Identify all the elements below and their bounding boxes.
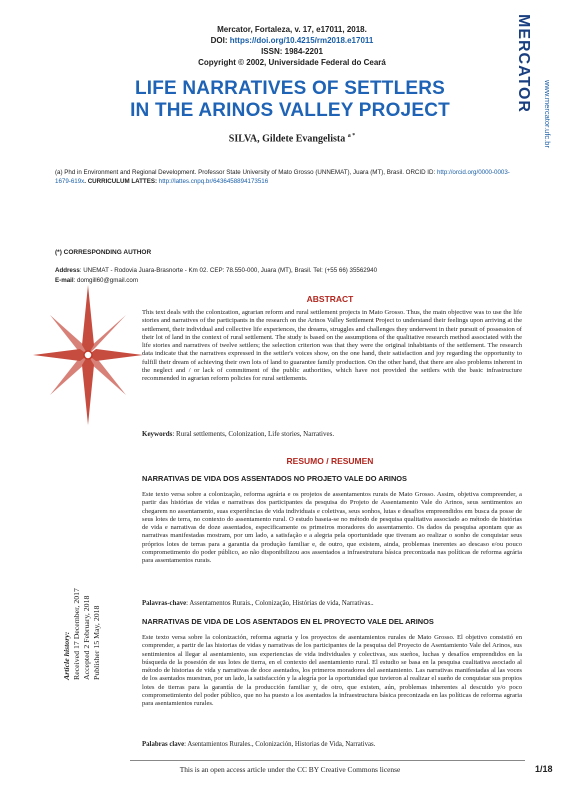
history-accepted: Accepted 2 February, 2018	[82, 595, 91, 680]
es-keys: : Asentamientos Rurales., Colonización, Historias de Vida, Narrativas.	[184, 741, 376, 748]
title-line-2: IN THE ARINOS VALLEY PROJECT	[130, 100, 450, 121]
lattes-link[interactable]: http://lattes.cnpq.br/6436458894173516	[158, 178, 269, 185]
article-history	[62, 570, 102, 680]
license-note: This is an open access article under the CC BY Creative Commons license	[179, 765, 401, 774]
history-title: Article history:	[62, 631, 71, 680]
author-superscript: a *	[347, 133, 356, 139]
email[interactable]: : domgill60@gmail.com	[73, 277, 138, 284]
citation-header	[150, 24, 434, 68]
footer-divider	[130, 760, 525, 761]
affiliation-text: (a) Phd in Environment and Regional Development. Professor State University of Mato Grosso (UNNEMAT), Juara (MT), Brasil. ORCID ID:	[55, 169, 436, 176]
spanish-keywords	[142, 741, 375, 748]
journal-url[interactable]: www.mercator.ufc.br	[543, 80, 552, 148]
lattes-label: CURRICULUM LATTES:	[87, 178, 158, 185]
doi-label: DOI:	[210, 36, 228, 45]
pt-keys-label: Palavras-chave	[142, 600, 187, 607]
keywords-label: Keywords	[142, 430, 173, 438]
citation: Mercator, Fortaleza, v. 17, e17011, 2018.	[217, 25, 367, 34]
spanish-abstract: Este texto versa sobre la colonización, reforma agraria y los proyectos de asentamientos rurales de Mato Grosso. El objetivo consistió en comprender, a partir de las historias de vidas y narrativas de los participantes de la pesquisa del Proyecto de Asentamiento Vale del Arinos, sus sentimientos al llegar al asentamiento, sus experiencias de vida individuales y colectivas, sus sueños, luchas y desafíos emprendidos en la búsqueda de la posesión de sus lotes de tierra, en el contexto del asentamiento rural. El estudio se basa en la pesquisa cualitativa asociado al método de historias de vida y narrativas de doce asentados, los primeros moradores del asentamiento. Las narrativas manifestadas al las voces de los asentados muestran, por un lado, la satisfacción y la alegría por la oportunidad que tuvieron al realizar el sueño de conquistar sus propios lotes de tierras para la garantía de la producción familiar y, de otro, que existen, aún, problemas inherentes al descuido y/o poco comprometimiento del poder público, que no ha puesto a los asentados la infraestructura básica preconizada en las políticas de reforma agraria para asentamientos rurales.	[142, 634, 522, 708]
es-keys-label: Palabras clave	[142, 741, 185, 748]
history-published: Publisher 15 May, 2018	[92, 605, 101, 680]
doi-link[interactable]: https://doi.org/10.4215/rm2018.e17011	[229, 36, 374, 45]
address: : UNEMAT - Rodovia Juara-Brasnorte - Km 02. CEP: 78.550-000, Juara (MT), Brasil. Tel: (+55 66) 35562940	[79, 267, 378, 274]
copyright: Copyright © 2002, Universidade Federal do Ceará	[198, 58, 386, 67]
corresponding-author-head: (*) CORRESPONDING AUTHOR	[55, 249, 152, 256]
history-received: Received 17 December, 2017	[72, 588, 81, 680]
affiliation: (a) Phd in Environment and Regional Development. Professor State University of Mato Grosso (UNNEMAT), Juara (MT), Brasil. ORCID ID: http://orcid.org/0000-0003-1679-619x. CURRICULUM LATTES: http://lattes.cnpq.br/6436458894173516	[55, 169, 510, 185]
address-label: Address	[55, 267, 80, 274]
journal-logo: MERCATOR	[515, 14, 532, 113]
resumo-heading: RESUMO / RESUMEN	[286, 456, 374, 466]
pt-keys: : Assentamentos Rurais., Colonização, Histórias de vida, Narrativas..	[186, 600, 374, 607]
page-number: 1/18	[535, 764, 553, 774]
doi-line	[150, 35, 434, 46]
keywords: : Rural settlements, Colonization, Life stories, Narratives.	[172, 430, 335, 438]
keywords-line	[142, 430, 522, 438]
title-line-1: LIFE NARRATIVES OF SETTLERS	[134, 78, 446, 99]
portuguese-abstract: Este texto versa sobre a colonização, reforma agrária e os projetos de assentamentos rurais de Mato Grosso. Assim, objetiva compreender, a partir das histórias de vidas e narrativas dos participantes da pesquisa do Projeto de Assentamento Vale do Arinos, seus sentimentos ao chegarem no assentamento, suas experiências de vida individuais e coletivas, seus sonhos, lutas e desafios empreendidos em busca da posse de seus lotes de terra, no contexto do assentamento rural. O estudo baseia-se no método de pesquisa qualitativa associado ao método de histórias de vida e narrativas de doze assentados, especificamente os primeiros moradores do assentamento. Os dados da pesquisa apontam que as narrativas manifestadas mostram, por um lado, a satisfação e a alegria pela oportunidade que tiveram ao realizar o sonho de conquistar seus próprios lotes de terras para a garantia da produção familiar e, de outro, que existem, ainda, problemas inerentes ao descaso e/ou pouco comprometimento do poder público, ao não disponibilizou aos assentados a infraestrutura básica preconizada nas políticas de reforma agrária para assentamentos rurais.	[142, 491, 522, 565]
orcid-link[interactable]: http://orcid.org/0000-0003-1679-619x	[55, 169, 510, 185]
portuguese-keywords	[142, 600, 374, 607]
abstract-body: This text deals with the colonization, agrarian reform and rural settlement projects in Mato Grosso. Thus, the main objective was to use the life stories and narratives of the participants in the research on the Arinos Valley Settlement Project to understand their feelings upon arriving at the settlement, their individual and collective life experiences, the dreams, struggles and challenges they underwent in their pursuit of possession of their lot of land in the context of rural settlement. The study is based on the assumptions of the qualitative research method associated with the life stories and narratives of twelve settlers; the selection criterion was that they were the original inhabitants of the settlement. The research data indicate that the narratives expressed in the settler's voices show, on the one hand, their satisfaction and joy regarding the opportunity to fulfill their dream of achieving their own lots of land to guarantee family production. On the other hand, that there are also problems inherent in the neglect and / or lack of commitment of the public authorities, which have not provided the settlers with the basic infrastructure recommended in agrarian reform policies for rural settlements.	[142, 309, 522, 383]
email-label: E-mail	[55, 277, 74, 284]
abstract-heading: ABSTRACT	[306, 294, 354, 304]
compass-rose-icon	[28, 275, 148, 435]
author-line	[150, 133, 434, 144]
article-title	[100, 78, 480, 122]
author-name: SILVA, Gildete Evangelista	[228, 133, 346, 145]
portuguese-title: NARRATIVAS DE VIDA DOS ASSENTADOS NO PROJETO VALE DO ARINOS	[142, 474, 407, 483]
spanish-title: NARRATIVAS DE VIDA DE LOS ASENTADOS EN EL PROYECTO VALE DEL ARINOS	[142, 617, 434, 626]
issn: ISSN: 1984-2201	[261, 47, 323, 56]
